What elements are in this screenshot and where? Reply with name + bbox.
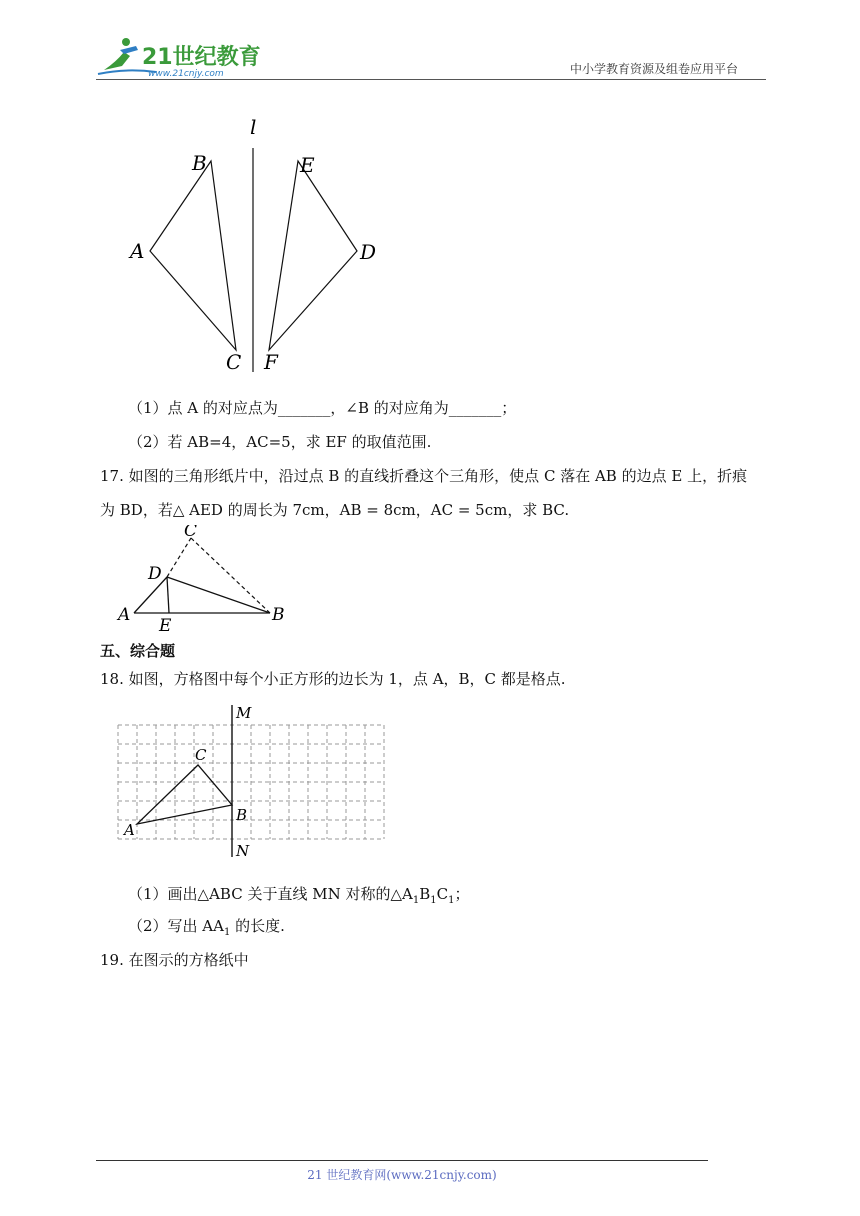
label-C: C [195, 746, 207, 764]
q18-text: 18. 如图，方格图中每个小正方形的边长为 1，点 A，B，C 都是格点. [100, 670, 566, 688]
q17-text-line2: 为 BD，若△ AED 的周长为 7cm，AB = 8cm，AC = 5cm，求 BC. [100, 501, 570, 519]
label-A: A [124, 821, 135, 839]
section-title: 五、综合题 [100, 642, 176, 660]
edge-DE [167, 577, 169, 613]
figure-17 [112, 525, 302, 635]
label-A: A [118, 605, 131, 625]
figure-16 [120, 110, 400, 380]
triangle-ABC [137, 765, 232, 824]
label-l: l [250, 115, 257, 139]
edge-CB-dashed [191, 538, 270, 613]
label-C: C [184, 525, 198, 541]
header-platform-text: 中小学教育资源及组卷应用平台 [570, 62, 739, 76]
label-D: D [360, 240, 377, 264]
label-M: M [236, 704, 252, 722]
logo-text: 21世纪教育 [142, 45, 261, 70]
header-divider [96, 79, 766, 80]
edge-DB [167, 577, 270, 613]
label-D: D [148, 564, 162, 584]
q17-text-line1: 17. 如图的三角形纸片中，沿过点 B 的直线折叠这个三角形，使点 C 落在 AB 的边点 E 上，折痕 [100, 467, 748, 485]
footer-text: 21 世纪教育网(www.21cnjy.com) [307, 1168, 497, 1182]
footer-divider [96, 1160, 708, 1161]
label-A: A [130, 239, 145, 263]
q19-text: 19. 在图示的方格纸中 [100, 951, 249, 969]
figure-18-grid [110, 700, 400, 860]
label-B: B [192, 151, 207, 175]
label-N: N [236, 842, 250, 860]
edge-DC-dashed [167, 538, 191, 577]
q18-part2: （2）写出 $AA_1$ 的长度. [128, 917, 285, 938]
logo-url: www.21cnjy.com [148, 69, 224, 78]
label-B: B [272, 605, 285, 625]
q16-part1: （1）点 A 的对应点为_______，∠B 的对应角为_______； [128, 399, 517, 417]
label-C: C [226, 350, 242, 374]
label-E: E [300, 153, 315, 177]
triangle-def [269, 161, 357, 350]
label-F: F [264, 350, 278, 374]
label-E: E [159, 616, 172, 635]
q18-part1: （1）画出△ABC 关于直线 MN 对称的$\triangle A_1B_1C_1$； [128, 885, 470, 906]
q16-part2: （2）若 AB=4，AC=5，求 EF 的取值范围. [128, 433, 432, 451]
grid-lines [118, 725, 384, 839]
site-logo [96, 36, 266, 78]
label-B: B [236, 806, 248, 824]
triangle-abc [150, 161, 236, 350]
